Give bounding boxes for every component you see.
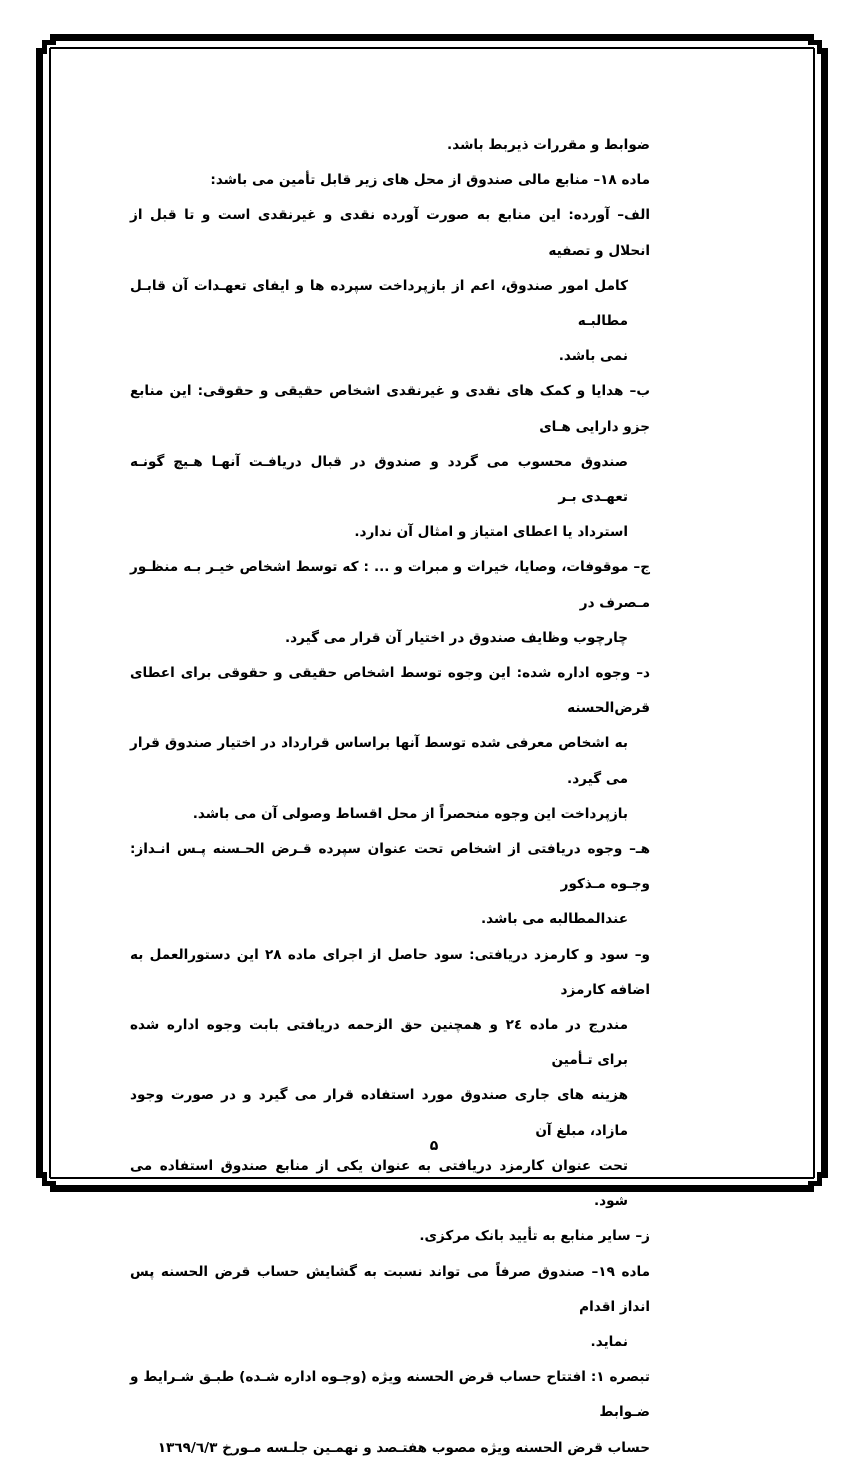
line-text: – صندوق صرفاً می تواند نسبت به گشایش حساب قرض الحسنه پس انداز اقدام	[130, 1263, 650, 1315]
item-dal	[130, 656, 650, 726]
text-line	[130, 515, 650, 550]
text-line	[130, 621, 650, 656]
text-line	[130, 1325, 650, 1360]
item-be	[130, 374, 650, 444]
item-vav	[130, 938, 650, 1008]
line-keyword: ب– هدایا و کمک های نقدی و غیرنقدی اشخاص حقیقی و حقوقی:	[197, 383, 650, 400]
line-text: – منابع مالی صندوق از محل های زیر قابل تأمین می باشد:	[210, 172, 601, 189]
text-line	[130, 445, 650, 515]
line-text: سود حاصل از اجرای ماده ۲۸ این دستورالعمل به اضافه کارمزد	[130, 946, 650, 998]
page-number: ۵	[429, 1138, 439, 1154]
line-text: حساب قرض الحسنه ویژه مصوب هفتـصد و نهمـین جلـسه مـورخ ۱۳٦۹/٦/۳	[157, 1439, 650, 1456]
article-19-heading	[130, 1255, 650, 1325]
line-text: بازپرداخت این وجوه منحصراً از محل اقساط وصولی آن می باشد.	[192, 805, 628, 822]
line-keyword: ج– موقوفات، وصایا، خیرات و مبرات	[407, 559, 650, 576]
line-text: کامل امور صندوق، اعم از بازپرداخت سپرده ها و ایفای تعهـدات آن قابـل مطالبـه	[130, 277, 628, 330]
line-text: تحت عنوان کارمزد دریافتی به عنوان یکی از منابع صندوق استفاده می شود.	[130, 1157, 628, 1210]
text-line	[130, 1431, 650, 1466]
line-keyword: و– سود و کارمزد دریافتی:	[469, 946, 651, 963]
line-text: این منابع به صورت آورده نقدی و غیرنقدی است و تا قبل از انحلال و تصفیه	[130, 207, 650, 259]
line-text: مندرج در ماده ۲٤ و همچنین حق الزحمه دریافتی بابت وجوه اداره شده برای تـأمین	[130, 1017, 628, 1069]
line-keyword: ماده ۱۸	[600, 172, 650, 189]
text-line	[130, 1149, 650, 1219]
article-18-heading	[130, 163, 650, 198]
line-text: عندالمطالبه می باشد.	[480, 911, 628, 928]
line-text: افتتاح حساب قرض الحسنه ویژه (وجـوه اداره شـده) طبـق شـرایط و ضـوابط	[130, 1369, 650, 1421]
note-1	[130, 1360, 650, 1430]
line-text: ز– سایر منابع به تأیید بانک مرکزی.	[419, 1228, 650, 1245]
border-corner-bottom-left	[36, 1178, 50, 1192]
line-keyword: د– وجوه اداره شده:	[516, 665, 650, 682]
item-he	[130, 832, 650, 902]
line-text: ضوابط و مقررات ذیربط باشد.	[447, 137, 650, 153]
item-alef	[130, 198, 650, 268]
line-text: به اشخاص معرفی شده توسط آنها براساس قرارداد در اختیار صندوق قرار می گیرد.	[130, 735, 628, 787]
text-line	[130, 128, 650, 163]
text-line	[130, 797, 650, 832]
line-text: وجـوه مـذکور	[560, 876, 650, 893]
item-ze	[130, 1219, 650, 1254]
text-line	[130, 902, 650, 937]
item-jim	[130, 550, 650, 620]
line-text: هزینه های جاری صندوق مورد استفاده قرار می گیرد و در صورت وجود مازاد، مبلغ آن	[130, 1087, 628, 1139]
line-keyword: تبصره ۱:	[590, 1369, 650, 1386]
text-line	[130, 269, 650, 339]
line-text: نماید.	[590, 1333, 628, 1350]
line-text: نمی باشد.	[558, 348, 628, 365]
line-keyword: الف– آورده:	[568, 207, 650, 224]
document-body	[130, 128, 650, 1466]
line-text: استرداد یا اعطای امتیاز و امثال آن ندارد.	[354, 524, 628, 541]
line-keyword: هـ– وجوه دریافتی از اشخاص تحت عنوان سپرده قـرض الحـسنه پـس انـداز:	[130, 841, 650, 858]
line-text: این وجوه توسط اشخاص حقیقی و حقوقی برای اعطای قرض‌الحسنه	[130, 665, 650, 717]
line-text: و ... : که توسط اشخاص خیـر بـه منظـور مـصرف در	[130, 559, 650, 611]
line-text: این منابع جزو دارایی هـای	[130, 383, 650, 435]
text-line	[130, 726, 650, 796]
border-corner-top-left	[36, 34, 50, 48]
border-corner-bottom-right	[814, 1178, 828, 1192]
text-line	[130, 339, 650, 374]
border-corner-top-right	[814, 34, 828, 48]
line-text: صندوق محسوب می گردد و صندوق در قبال دریافـت آنهـا هـیچ گونـه تعهـدی بـر	[130, 453, 628, 506]
line-keyword: ماده ۱۹	[598, 1263, 650, 1280]
line-text: چارچوب وظایف صندوق در اختیار آن قرار می گیرد.	[285, 629, 628, 646]
text-line	[130, 1008, 650, 1078]
